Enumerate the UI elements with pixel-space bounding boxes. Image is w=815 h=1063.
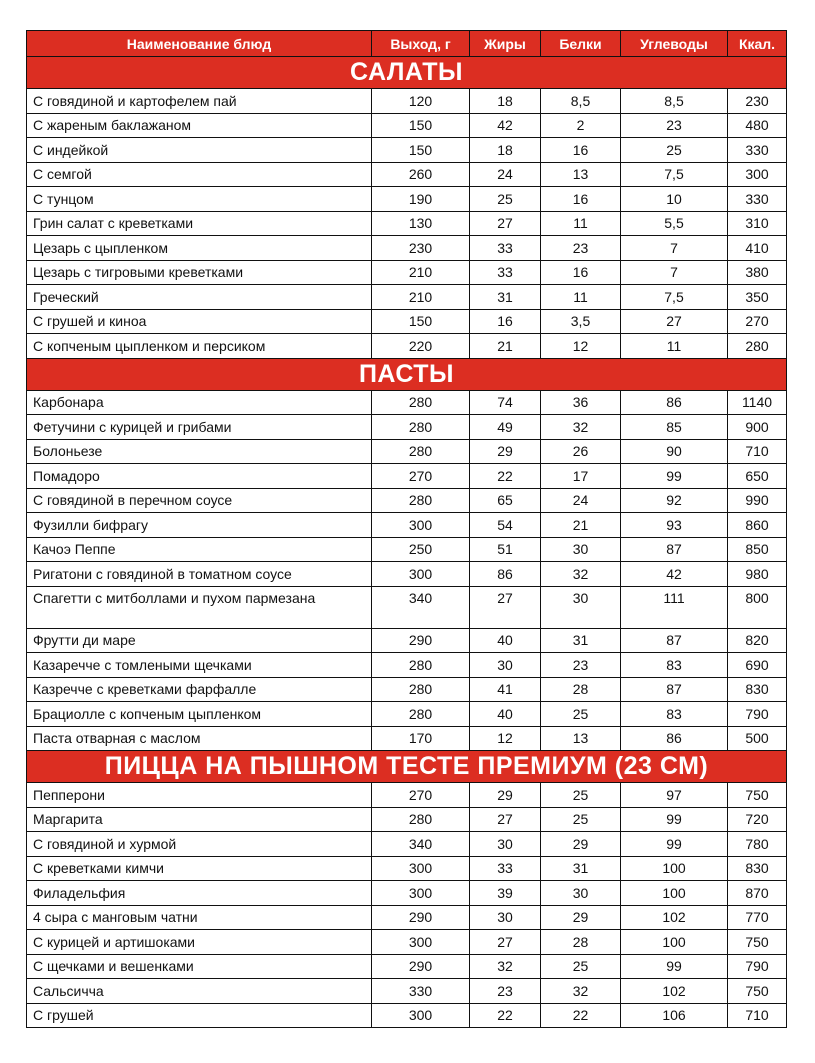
table-row <box>27 187 787 212</box>
cell-dish-name: С говядиной в перечном соусе <box>27 488 372 513</box>
cell-carbs: 8,5 <box>621 89 728 114</box>
cell-fat: 18 <box>470 138 541 163</box>
cell-fat: 27 <box>470 930 541 955</box>
cell-kcal: 330 <box>728 187 787 212</box>
cell-kcal: 780 <box>728 832 787 857</box>
table-row <box>27 856 787 881</box>
header-yield: Выход, г <box>372 31 470 57</box>
cell-protein: 12 <box>541 334 621 359</box>
table-row <box>27 513 787 538</box>
cell-yield: 150 <box>372 138 470 163</box>
cell-dish-name: С жареным баклажаном <box>27 113 372 138</box>
section-title: САЛАТЫ <box>27 57 787 89</box>
cell-protein: 32 <box>541 979 621 1004</box>
cell-carbs: 7,5 <box>621 285 728 310</box>
cell-fat: 39 <box>470 881 541 906</box>
cell-kcal: 230 <box>728 89 787 114</box>
cell-fat: 40 <box>470 628 541 653</box>
cell-protein: 30 <box>541 586 621 628</box>
cell-dish-name: Болоньезе <box>27 439 372 464</box>
cell-fat: 49 <box>470 415 541 440</box>
cell-yield: 260 <box>372 162 470 187</box>
cell-kcal: 280 <box>728 334 787 359</box>
cell-carbs: 99 <box>621 464 728 489</box>
cell-dish-name: С копченым цыпленком и персиком <box>27 334 372 359</box>
cell-dish-name: С грушей и киноа <box>27 309 372 334</box>
section-title: ПАСТЫ <box>27 358 787 390</box>
cell-carbs: 93 <box>621 513 728 538</box>
cell-fat: 27 <box>470 586 541 628</box>
cell-protein: 3,5 <box>541 309 621 334</box>
nutrition-table <box>26 30 787 1028</box>
cell-carbs: 23 <box>621 113 728 138</box>
cell-carbs: 87 <box>621 537 728 562</box>
cell-protein: 22 <box>541 1003 621 1028</box>
cell-dish-name: 4 сыра с манговым чатни <box>27 905 372 930</box>
cell-carbs: 97 <box>621 783 728 808</box>
cell-dish-name: С креветками кимчи <box>27 856 372 881</box>
cell-yield: 150 <box>372 309 470 334</box>
table-row <box>27 979 787 1004</box>
table-row <box>27 439 787 464</box>
cell-fat: 33 <box>470 236 541 261</box>
cell-fat: 27 <box>470 211 541 236</box>
cell-dish-name: Карбонара <box>27 390 372 415</box>
cell-carbs: 27 <box>621 309 728 334</box>
table-row <box>27 726 787 751</box>
cell-dish-name: Качоэ Пеппе <box>27 537 372 562</box>
cell-fat: 18 <box>470 89 541 114</box>
cell-fat: 51 <box>470 537 541 562</box>
cell-fat: 25 <box>470 187 541 212</box>
cell-carbs: 102 <box>621 979 728 1004</box>
cell-protein: 29 <box>541 905 621 930</box>
cell-carbs: 42 <box>621 562 728 587</box>
table-row <box>27 807 787 832</box>
cell-yield: 340 <box>372 832 470 857</box>
cell-fat: 86 <box>470 562 541 587</box>
cell-dish-name: Казаречче с томлеными щечками <box>27 653 372 678</box>
header-protein: Белки <box>541 31 621 57</box>
section-header-row <box>27 751 787 783</box>
cell-protein: 11 <box>541 285 621 310</box>
cell-yield: 230 <box>372 236 470 261</box>
cell-yield: 280 <box>372 653 470 678</box>
cell-yield: 270 <box>372 783 470 808</box>
table-row <box>27 677 787 702</box>
cell-carbs: 85 <box>621 415 728 440</box>
cell-fat: 41 <box>470 677 541 702</box>
cell-kcal: 750 <box>728 783 787 808</box>
cell-carbs: 87 <box>621 677 728 702</box>
cell-kcal: 330 <box>728 138 787 163</box>
cell-fat: 42 <box>470 113 541 138</box>
table-row <box>27 783 787 808</box>
cell-dish-name: С индейкой <box>27 138 372 163</box>
table-row <box>27 537 787 562</box>
table-row <box>27 89 787 114</box>
cell-yield: 170 <box>372 726 470 751</box>
cell-fat: 24 <box>470 162 541 187</box>
table-row <box>27 1003 787 1028</box>
table-row <box>27 260 787 285</box>
cell-kcal: 500 <box>728 726 787 751</box>
cell-protein: 25 <box>541 807 621 832</box>
cell-carbs: 90 <box>621 439 728 464</box>
cell-yield: 300 <box>372 930 470 955</box>
header-fat: Жиры <box>470 31 541 57</box>
table-row <box>27 138 787 163</box>
cell-kcal: 900 <box>728 415 787 440</box>
cell-protein: 32 <box>541 562 621 587</box>
cell-yield: 300 <box>372 881 470 906</box>
cell-dish-name: Цезарь с цыпленком <box>27 236 372 261</box>
cell-fat: 23 <box>470 979 541 1004</box>
cell-carbs: 25 <box>621 138 728 163</box>
cell-kcal: 830 <box>728 677 787 702</box>
cell-kcal: 710 <box>728 439 787 464</box>
cell-kcal: 750 <box>728 979 787 1004</box>
cell-protein: 25 <box>541 954 621 979</box>
cell-dish-name: С грушей <box>27 1003 372 1028</box>
cell-carbs: 100 <box>621 881 728 906</box>
cell-kcal: 990 <box>728 488 787 513</box>
cell-yield: 190 <box>372 187 470 212</box>
cell-protein: 36 <box>541 390 621 415</box>
cell-yield: 280 <box>372 439 470 464</box>
cell-yield: 300 <box>372 856 470 881</box>
cell-yield: 250 <box>372 537 470 562</box>
cell-dish-name: Грин салат с креветками <box>27 211 372 236</box>
cell-dish-name: С курицей и артишоками <box>27 930 372 955</box>
cell-fat: 30 <box>470 653 541 678</box>
table-row <box>27 488 787 513</box>
cell-protein: 31 <box>541 856 621 881</box>
cell-dish-name: Казречче с креветками фарфалле <box>27 677 372 702</box>
cell-protein: 28 <box>541 930 621 955</box>
cell-yield: 150 <box>372 113 470 138</box>
cell-fat: 12 <box>470 726 541 751</box>
cell-protein: 13 <box>541 726 621 751</box>
cell-protein: 25 <box>541 702 621 727</box>
cell-yield: 280 <box>372 807 470 832</box>
table-row <box>27 562 787 587</box>
table-row <box>27 464 787 489</box>
cell-yield: 290 <box>372 628 470 653</box>
cell-dish-name: С говядиной и хурмой <box>27 832 372 857</box>
cell-yield: 340 <box>372 586 470 628</box>
cell-carbs: 102 <box>621 905 728 930</box>
cell-dish-name: Ригатони с говядиной в томатном соусе <box>27 562 372 587</box>
cell-carbs: 83 <box>621 702 728 727</box>
cell-protein: 28 <box>541 677 621 702</box>
table-row <box>27 930 787 955</box>
cell-protein: 16 <box>541 138 621 163</box>
cell-kcal: 710 <box>728 1003 787 1028</box>
cell-yield: 300 <box>372 562 470 587</box>
cell-carbs: 83 <box>621 653 728 678</box>
cell-dish-name: С тунцом <box>27 187 372 212</box>
cell-protein: 2 <box>541 113 621 138</box>
cell-yield: 280 <box>372 702 470 727</box>
cell-carbs: 106 <box>621 1003 728 1028</box>
cell-fat: 31 <box>470 285 541 310</box>
cell-fat: 29 <box>470 439 541 464</box>
cell-dish-name: Филадельфия <box>27 881 372 906</box>
cell-kcal: 650 <box>728 464 787 489</box>
section-title: ПИЦЦА НА ПЫШНОМ ТЕСТЕ ПРЕМИУМ (23 СМ) <box>27 751 787 783</box>
cell-yield: 290 <box>372 954 470 979</box>
cell-carbs: 5,5 <box>621 211 728 236</box>
cell-dish-name: С говядиной и картофелем пай <box>27 89 372 114</box>
cell-yield: 280 <box>372 390 470 415</box>
cell-protein: 30 <box>541 881 621 906</box>
cell-yield: 210 <box>372 260 470 285</box>
cell-kcal: 820 <box>728 628 787 653</box>
section-header-row <box>27 358 787 390</box>
cell-kcal: 720 <box>728 807 787 832</box>
cell-protein: 31 <box>541 628 621 653</box>
cell-kcal: 480 <box>728 113 787 138</box>
cell-kcal: 1140 <box>728 390 787 415</box>
cell-protein: 17 <box>541 464 621 489</box>
cell-dish-name: Брациолле с копченым цыпленком <box>27 702 372 727</box>
cell-kcal: 770 <box>728 905 787 930</box>
cell-protein: 32 <box>541 415 621 440</box>
nutrition-table-sheet <box>26 30 786 1028</box>
table-row <box>27 113 787 138</box>
cell-yield: 130 <box>372 211 470 236</box>
cell-kcal: 980 <box>728 562 787 587</box>
cell-dish-name: Помадоро <box>27 464 372 489</box>
cell-fat: 33 <box>470 260 541 285</box>
cell-protein: 11 <box>541 211 621 236</box>
cell-fat: 22 <box>470 464 541 489</box>
table-row <box>27 334 787 359</box>
cell-carbs: 86 <box>621 726 728 751</box>
table-row <box>27 236 787 261</box>
cell-kcal: 830 <box>728 856 787 881</box>
cell-kcal: 300 <box>728 162 787 187</box>
cell-yield: 330 <box>372 979 470 1004</box>
cell-carbs: 99 <box>621 832 728 857</box>
cell-fat: 29 <box>470 783 541 808</box>
cell-carbs: 7,5 <box>621 162 728 187</box>
cell-kcal: 870 <box>728 881 787 906</box>
cell-yield: 280 <box>372 415 470 440</box>
cell-fat: 32 <box>470 954 541 979</box>
cell-fat: 22 <box>470 1003 541 1028</box>
cell-carbs: 11 <box>621 334 728 359</box>
cell-yield: 290 <box>372 905 470 930</box>
cell-protein: 29 <box>541 832 621 857</box>
cell-kcal: 750 <box>728 930 787 955</box>
cell-fat: 74 <box>470 390 541 415</box>
table-row <box>27 309 787 334</box>
cell-dish-name: Фузилли бифрагу <box>27 513 372 538</box>
header-kcal: Ккал. <box>728 31 787 57</box>
cell-carbs: 92 <box>621 488 728 513</box>
cell-dish-name: Фетучини с курицей и грибами <box>27 415 372 440</box>
cell-yield: 210 <box>372 285 470 310</box>
cell-dish-name: С семгой <box>27 162 372 187</box>
cell-fat: 30 <box>470 832 541 857</box>
cell-dish-name: Цезарь с тигровыми креветками <box>27 260 372 285</box>
table-row <box>27 954 787 979</box>
cell-kcal: 860 <box>728 513 787 538</box>
table-row <box>27 702 787 727</box>
cell-carbs: 99 <box>621 954 728 979</box>
cell-protein: 23 <box>541 236 621 261</box>
cell-carbs: 7 <box>621 260 728 285</box>
cell-dish-name: Спагетти с митболлами и пухом пармезана <box>27 586 372 628</box>
table-row <box>27 390 787 415</box>
cell-yield: 280 <box>372 488 470 513</box>
cell-yield: 300 <box>372 1003 470 1028</box>
cell-protein: 24 <box>541 488 621 513</box>
cell-protein: 25 <box>541 783 621 808</box>
cell-dish-name: Фрутти ди маре <box>27 628 372 653</box>
cell-fat: 40 <box>470 702 541 727</box>
cell-carbs: 86 <box>621 390 728 415</box>
cell-protein: 21 <box>541 513 621 538</box>
cell-dish-name: Греческий <box>27 285 372 310</box>
cell-carbs: 99 <box>621 807 728 832</box>
cell-protein: 13 <box>541 162 621 187</box>
cell-yield: 300 <box>372 513 470 538</box>
cell-kcal: 800 <box>728 586 787 628</box>
table-row <box>27 832 787 857</box>
table-row <box>27 881 787 906</box>
cell-fat: 54 <box>470 513 541 538</box>
cell-kcal: 380 <box>728 260 787 285</box>
cell-protein: 30 <box>541 537 621 562</box>
cell-fat: 30 <box>470 905 541 930</box>
cell-dish-name: Пепперони <box>27 783 372 808</box>
cell-fat: 16 <box>470 309 541 334</box>
cell-protein: 26 <box>541 439 621 464</box>
cell-fat: 21 <box>470 334 541 359</box>
cell-dish-name: Паста отварная с маслом <box>27 726 372 751</box>
cell-dish-name: Сальсичча <box>27 979 372 1004</box>
cell-protein: 8,5 <box>541 89 621 114</box>
header-row <box>27 31 787 57</box>
cell-yield: 270 <box>372 464 470 489</box>
header-carbs: Углеводы <box>621 31 728 57</box>
cell-dish-name: С щечками и вешенками <box>27 954 372 979</box>
cell-kcal: 270 <box>728 309 787 334</box>
cell-fat: 27 <box>470 807 541 832</box>
table-row <box>27 653 787 678</box>
cell-protein: 16 <box>541 260 621 285</box>
cell-carbs: 87 <box>621 628 728 653</box>
cell-kcal: 310 <box>728 211 787 236</box>
cell-dish-name: Маргарита <box>27 807 372 832</box>
cell-kcal: 410 <box>728 236 787 261</box>
cell-kcal: 690 <box>728 653 787 678</box>
table-row <box>27 415 787 440</box>
cell-kcal: 350 <box>728 285 787 310</box>
cell-fat: 65 <box>470 488 541 513</box>
section-header-row <box>27 57 787 89</box>
cell-protein: 23 <box>541 653 621 678</box>
cell-yield: 280 <box>372 677 470 702</box>
cell-yield: 120 <box>372 89 470 114</box>
cell-carbs: 10 <box>621 187 728 212</box>
table-row <box>27 211 787 236</box>
table-row <box>27 586 787 628</box>
cell-fat: 33 <box>470 856 541 881</box>
table-row <box>27 162 787 187</box>
cell-kcal: 790 <box>728 702 787 727</box>
table-row <box>27 628 787 653</box>
cell-protein: 16 <box>541 187 621 212</box>
table-body <box>27 57 787 1028</box>
cell-carbs: 7 <box>621 236 728 261</box>
cell-carbs: 111 <box>621 586 728 628</box>
cell-carbs: 100 <box>621 930 728 955</box>
table-row <box>27 905 787 930</box>
cell-yield: 220 <box>372 334 470 359</box>
cell-kcal: 850 <box>728 537 787 562</box>
table-row <box>27 285 787 310</box>
header-dish-name: Наименование блюд <box>27 31 372 57</box>
cell-kcal: 790 <box>728 954 787 979</box>
cell-carbs: 100 <box>621 856 728 881</box>
